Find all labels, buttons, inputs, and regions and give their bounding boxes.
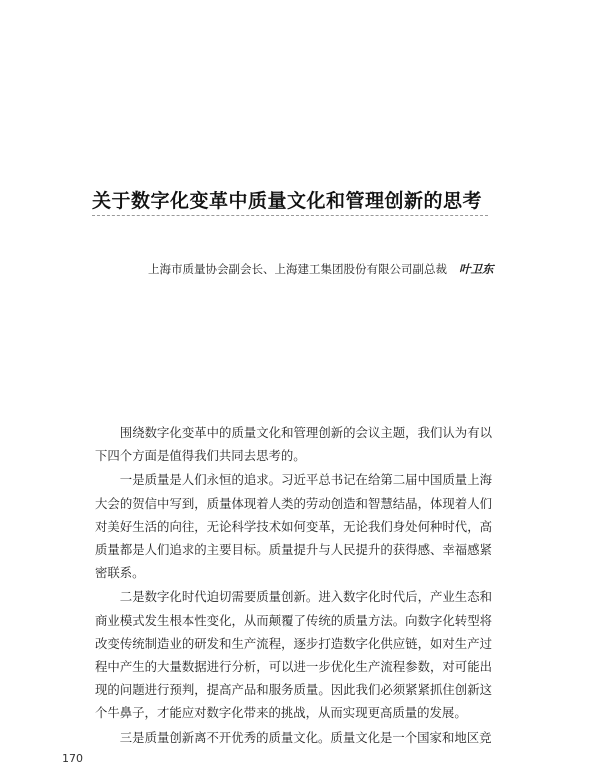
title-rule (92, 215, 488, 216)
author-affiliation: 上海市质量协会副会长、上海建工集团股份有限公司副总裁 (148, 262, 447, 276)
author-line (148, 261, 494, 277)
author-name: 叶卫东 (459, 262, 494, 276)
body-paragraph: 二是数字化时代迫切需要质量创新。进入数字化时代后，产业生态和商业模式发生根本性变化，从而颠覆了传统的质量方法。向数字化转型将改变传统制造业的研发和生产流程，逐步打造数字化供应链，如对生产过程中产生的大量数据进行分析，可以进一步优化生产流程参数，对可能出现的问题进行预判，提高产品和服务质量。因此我们必须紧紧抓住创新这个牛鼻子，才能应对数字化带来的挑战，从而实现更高质量的发展。 (95, 589, 492, 721)
body-paragraph: 三是质量创新离不开优秀的质量文化。质量文化是一个国家和地区竞 (119, 729, 492, 745)
article-body (95, 421, 492, 750)
page-number: 170 (62, 752, 83, 765)
article-title: 关于数字化变革中质量文化和管理创新的思考 (92, 190, 483, 212)
body-paragraph: 围绕数字化变革中的质量文化和管理创新的会议主题，我们认为有以下四个方面是值得我们共同去思考的。 (95, 425, 492, 464)
body-paragraph: 一是质量是人们永恒的追求。习近平总书记在给第二届中国质量上海大会的贺信中写到，质量体现着人类的劳动创造和智慧结晶，体现着人们对美好生活的向往，无论科学技术如何变革，无论我们身处何种时代，高质量都是人们追求的主要目标。质量提升与人民提升的获得感、幸福感紧密联系。 (95, 472, 492, 581)
